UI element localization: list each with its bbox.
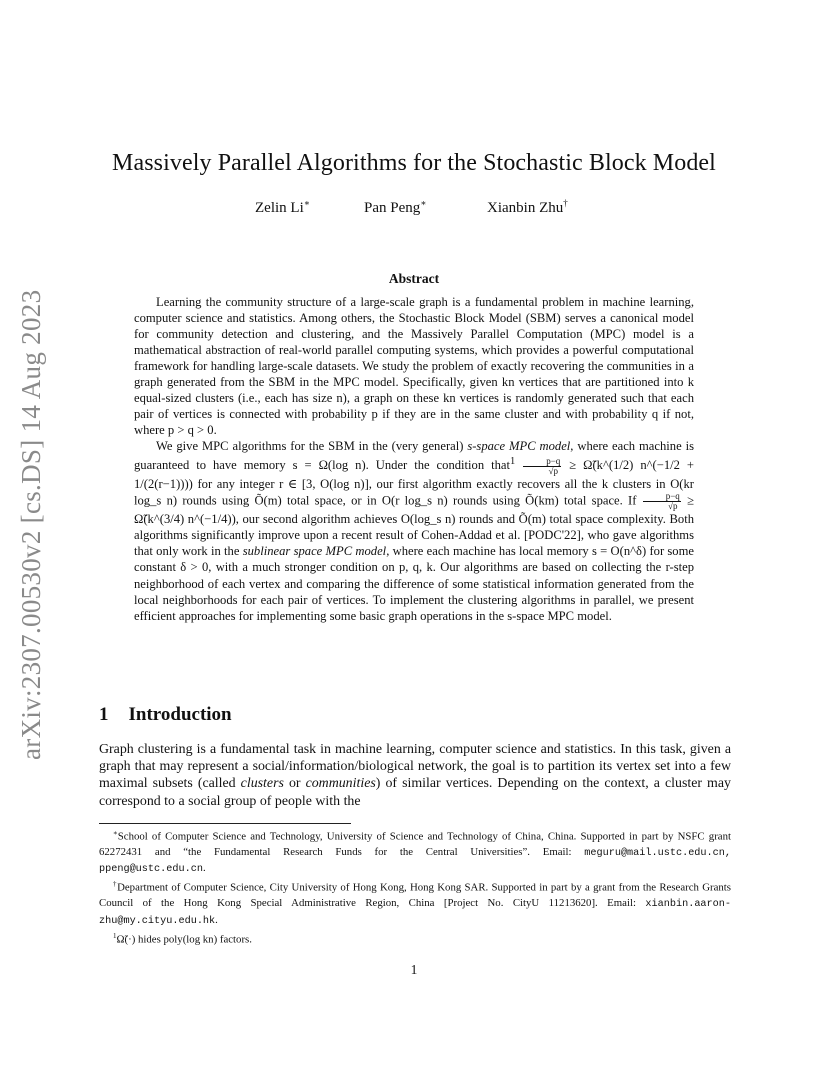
page-number: 1: [410, 962, 418, 977]
author-affiliation-mark: †: [563, 198, 568, 208]
text-run: ) of similar vertices. Depending on the context, a cluster may correspond to a social group of people with the: [99, 776, 731, 809]
text-run: , where each machine is guaranteed to have memory s = Ω(log n). Under the condition that: [134, 439, 694, 473]
author-affiliation-mark: ∗: [420, 198, 427, 208]
footnote-mark: †: [113, 880, 118, 889]
text-run: ≥ Ω̃(k^(3/4) n^(−1/4)), our second algorithm achieves O(log_s n) rounds and Õ(m) total space complexity. Both algorithms significantly improve upon a recent result of Cohen-Addad et al. [PODC'22], who gave algorithms that only work in the: [134, 493, 695, 559]
emphasis: clusters: [240, 776, 284, 792]
author-name: Pan Peng: [364, 200, 421, 216]
author-pan-peng: [364, 198, 426, 217]
footnote-text: Department of Computer Science, City University of Hong Kong, Hong Kong SAR. Supported in part by a grant from the Research Grants Council of the Hong Kong Special Administrative Region, China [Project No. CityU 11213620]. Email:: [99, 882, 731, 910]
author-zelin-li: [255, 198, 310, 217]
abstract-paragraph-2: [134, 438, 694, 623]
text-run: We give MPC algorithms for the SBM in the (very general): [156, 439, 468, 454]
author-name: Xianbin Zhu: [487, 200, 564, 216]
footnote-mark: ∗: [113, 829, 118, 837]
footnote-end: .: [202, 862, 206, 875]
fraction-denominator: √p: [548, 466, 558, 477]
section-number: 1: [99, 704, 109, 725]
paper-title: Massively Parallel Algorithms for the Stochastic Block Model: [112, 150, 716, 176]
section-title: Introduction: [128, 704, 232, 725]
text-run: Graph clustering is a fundamental task in machine learning, computer science and statistics. In this task, given a graph that may represent a social/information/biological network, the goal is to partition its vertex set into a few maximal subsets (called: [99, 742, 731, 792]
footnote-notation: [99, 929, 731, 948]
email-address[interactable]: meguru@mail.ustc.edu.cn, ppeng@ustc.edu.cn: [99, 847, 731, 876]
section-heading: [99, 704, 232, 726]
footnote-divider: [99, 823, 351, 824]
footnote-affiliation-cityu: [99, 877, 731, 928]
text-run: ≥ Ω̃(k^(1/2) n^(−1/2 + 1/(2(r−1)))) for any integer r ∈ [3, O(log n)], our first algorithm exactly recovers all the k clusters in O(kr log_s n) rounds using Õ(m) total space, or in O(r log_s n) rounds using Õ(km) total space. If: [134, 458, 694, 508]
intro-paragraph: [99, 741, 731, 810]
emphasis: communities: [305, 776, 376, 792]
abstract-paragraph-1: Learning the community structure of a large-scale graph is a fundamental problem in machine learning, computer science and statistics. Among others, the Stochastic Block Model (SBM) serves a canonical model for community detection and clustering, and the Massively Parallel Computation (MPC) model is a mathematical abstraction of real-world parallel computing systems, which provides a powerful computational framework for handling large-scale datasets. We study the problem of exactly recovering the communities in a graph generated from the SBM in the MPC model. Specifically, given kn vertices that are partitioned into k equal-sized clusters (i.e., each has size n), a graph on these kn vertices is randomly generated such that each pair of vertices is connected with probability p if they are in the same cluster and with probability q if not, where p > q > 0.: [134, 295, 694, 438]
fraction-numerator: p−q: [643, 492, 681, 502]
author-affiliation-mark: ∗: [303, 198, 310, 208]
fraction-denominator: √p: [668, 501, 678, 512]
fraction: [643, 492, 681, 511]
email-address[interactable]: xianbin.aaron-zhu@my.cityu.edu.hk: [99, 899, 731, 927]
footnote-text: Ω̃(·) hides poly(log kn) factors.: [116, 933, 252, 946]
fraction: [523, 457, 561, 476]
emphasis: sublinear space MPC model: [242, 544, 387, 559]
footnote-mark: 1: [113, 931, 117, 940]
emphasis: s-space MPC model: [467, 439, 571, 454]
author-list: [0, 198, 828, 220]
abstract-body: [134, 294, 694, 624]
author-name: Zelin Li: [255, 200, 304, 216]
footnote-ref: 1: [509, 456, 516, 468]
arxiv-identifier: arXiv:2307.00530v2 [cs.DS] 14 Aug 2023: [16, 289, 46, 760]
author-xianbin-zhu: [487, 198, 568, 217]
fraction-numerator: p−q: [523, 457, 561, 467]
footnotes: [99, 826, 731, 948]
text-run: or: [283, 776, 306, 792]
footnote-end: .: [215, 913, 218, 926]
text-run: , where each machine has local memory s = O(n^δ) for some constant δ > 0, with a much stronger condition on p, q, k. Our algorithms are based on collecting the r-step neighborhood of each vertex and comparing the difference of some statistical information generated from the local neighborhoods for each pair of vertices. To implement the clustering algorithms in parallel, we present efficient approaches for implementing some basic graph operations in the s-space MPC model.: [134, 544, 694, 623]
footnote-affiliation-ustc: [99, 826, 731, 877]
footnote-text: School of Computer Science and Technology, University of Science and Technology of China, China. Supported in part by NSFC grant 62272431 and “the Fundamental Research Funds for the Central Universities”. Email:: [99, 830, 731, 858]
abstract-heading: Abstract: [388, 271, 440, 286]
